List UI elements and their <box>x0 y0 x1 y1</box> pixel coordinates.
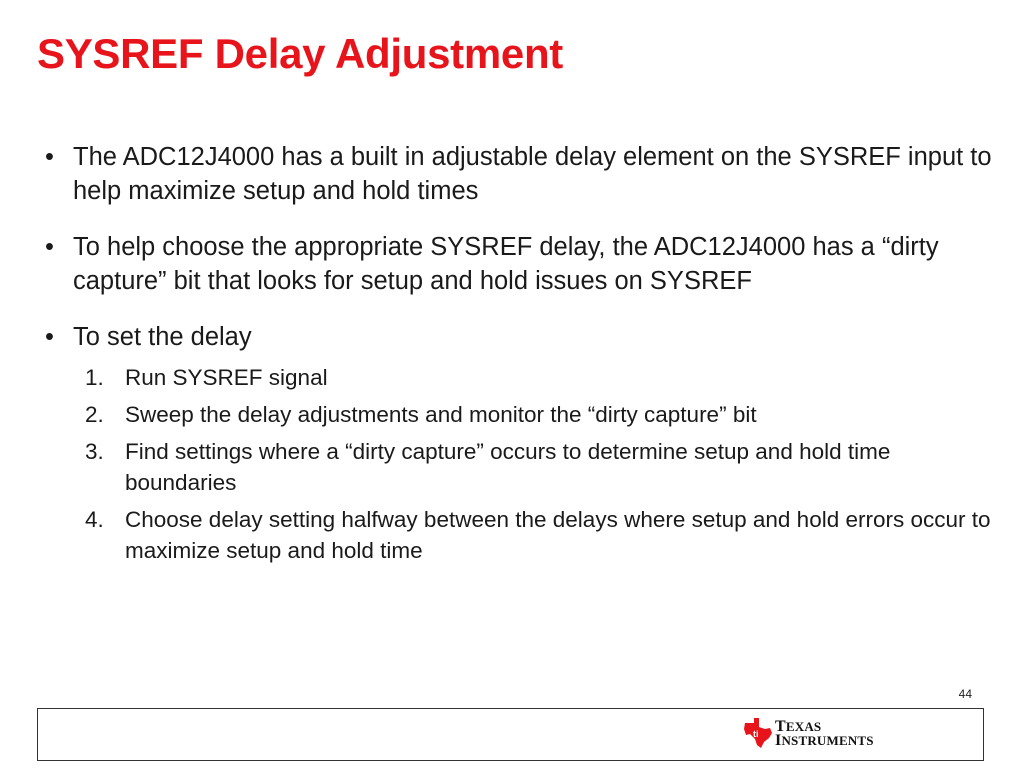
step-number: 4. <box>85 507 104 532</box>
footer-bar <box>37 708 984 761</box>
step-number: 2. <box>85 402 104 427</box>
bullet-item <box>45 140 995 208</box>
slide-title: SYSREF Delay Adjustment <box>37 30 563 77</box>
step-text: Choose delay setting halfway between the delays where setup and hold errors occur to maximize setup and hold time <box>125 507 991 563</box>
bullet-marker: • <box>45 233 54 261</box>
bullet-marker: • <box>45 143 54 171</box>
bullet-marker: • <box>45 323 54 351</box>
bullet-text: The ADC12J4000 has a built in adjustable delay element on the SYSREF input to help maximize setup and hold times <box>73 143 992 205</box>
slide-content <box>45 140 995 572</box>
bullet-item <box>45 320 995 354</box>
bullet-item <box>45 230 995 298</box>
step-item <box>45 362 995 393</box>
step-number: 3. <box>85 439 104 464</box>
step-number: 1. <box>85 365 104 390</box>
bullet-text: To set the delay <box>73 323 252 351</box>
step-text: Sweep the delay adjustments and monitor the “dirty capture” bit <box>125 402 757 427</box>
texas-instruments-logo <box>743 717 873 753</box>
step-item <box>45 504 995 566</box>
step-item <box>45 399 995 430</box>
step-text: Run SYSREF signal <box>125 365 328 390</box>
bullet-text: To help choose the appropriate SYSREF delay, the ADC12J4000 has a “dirty capture” bit that looks for setup and hold issues on SYSREF <box>73 233 939 295</box>
page-number: 44 <box>958 687 972 701</box>
steps-list <box>45 362 995 566</box>
step-item <box>45 436 995 498</box>
step-text: Find settings where a “dirty capture” occurs to determine setup and hold time boundaries <box>125 439 891 495</box>
svg-text:ti: ti <box>753 729 759 739</box>
logo-wordmark: TEXAS INSTRUMENTS <box>775 718 874 749</box>
